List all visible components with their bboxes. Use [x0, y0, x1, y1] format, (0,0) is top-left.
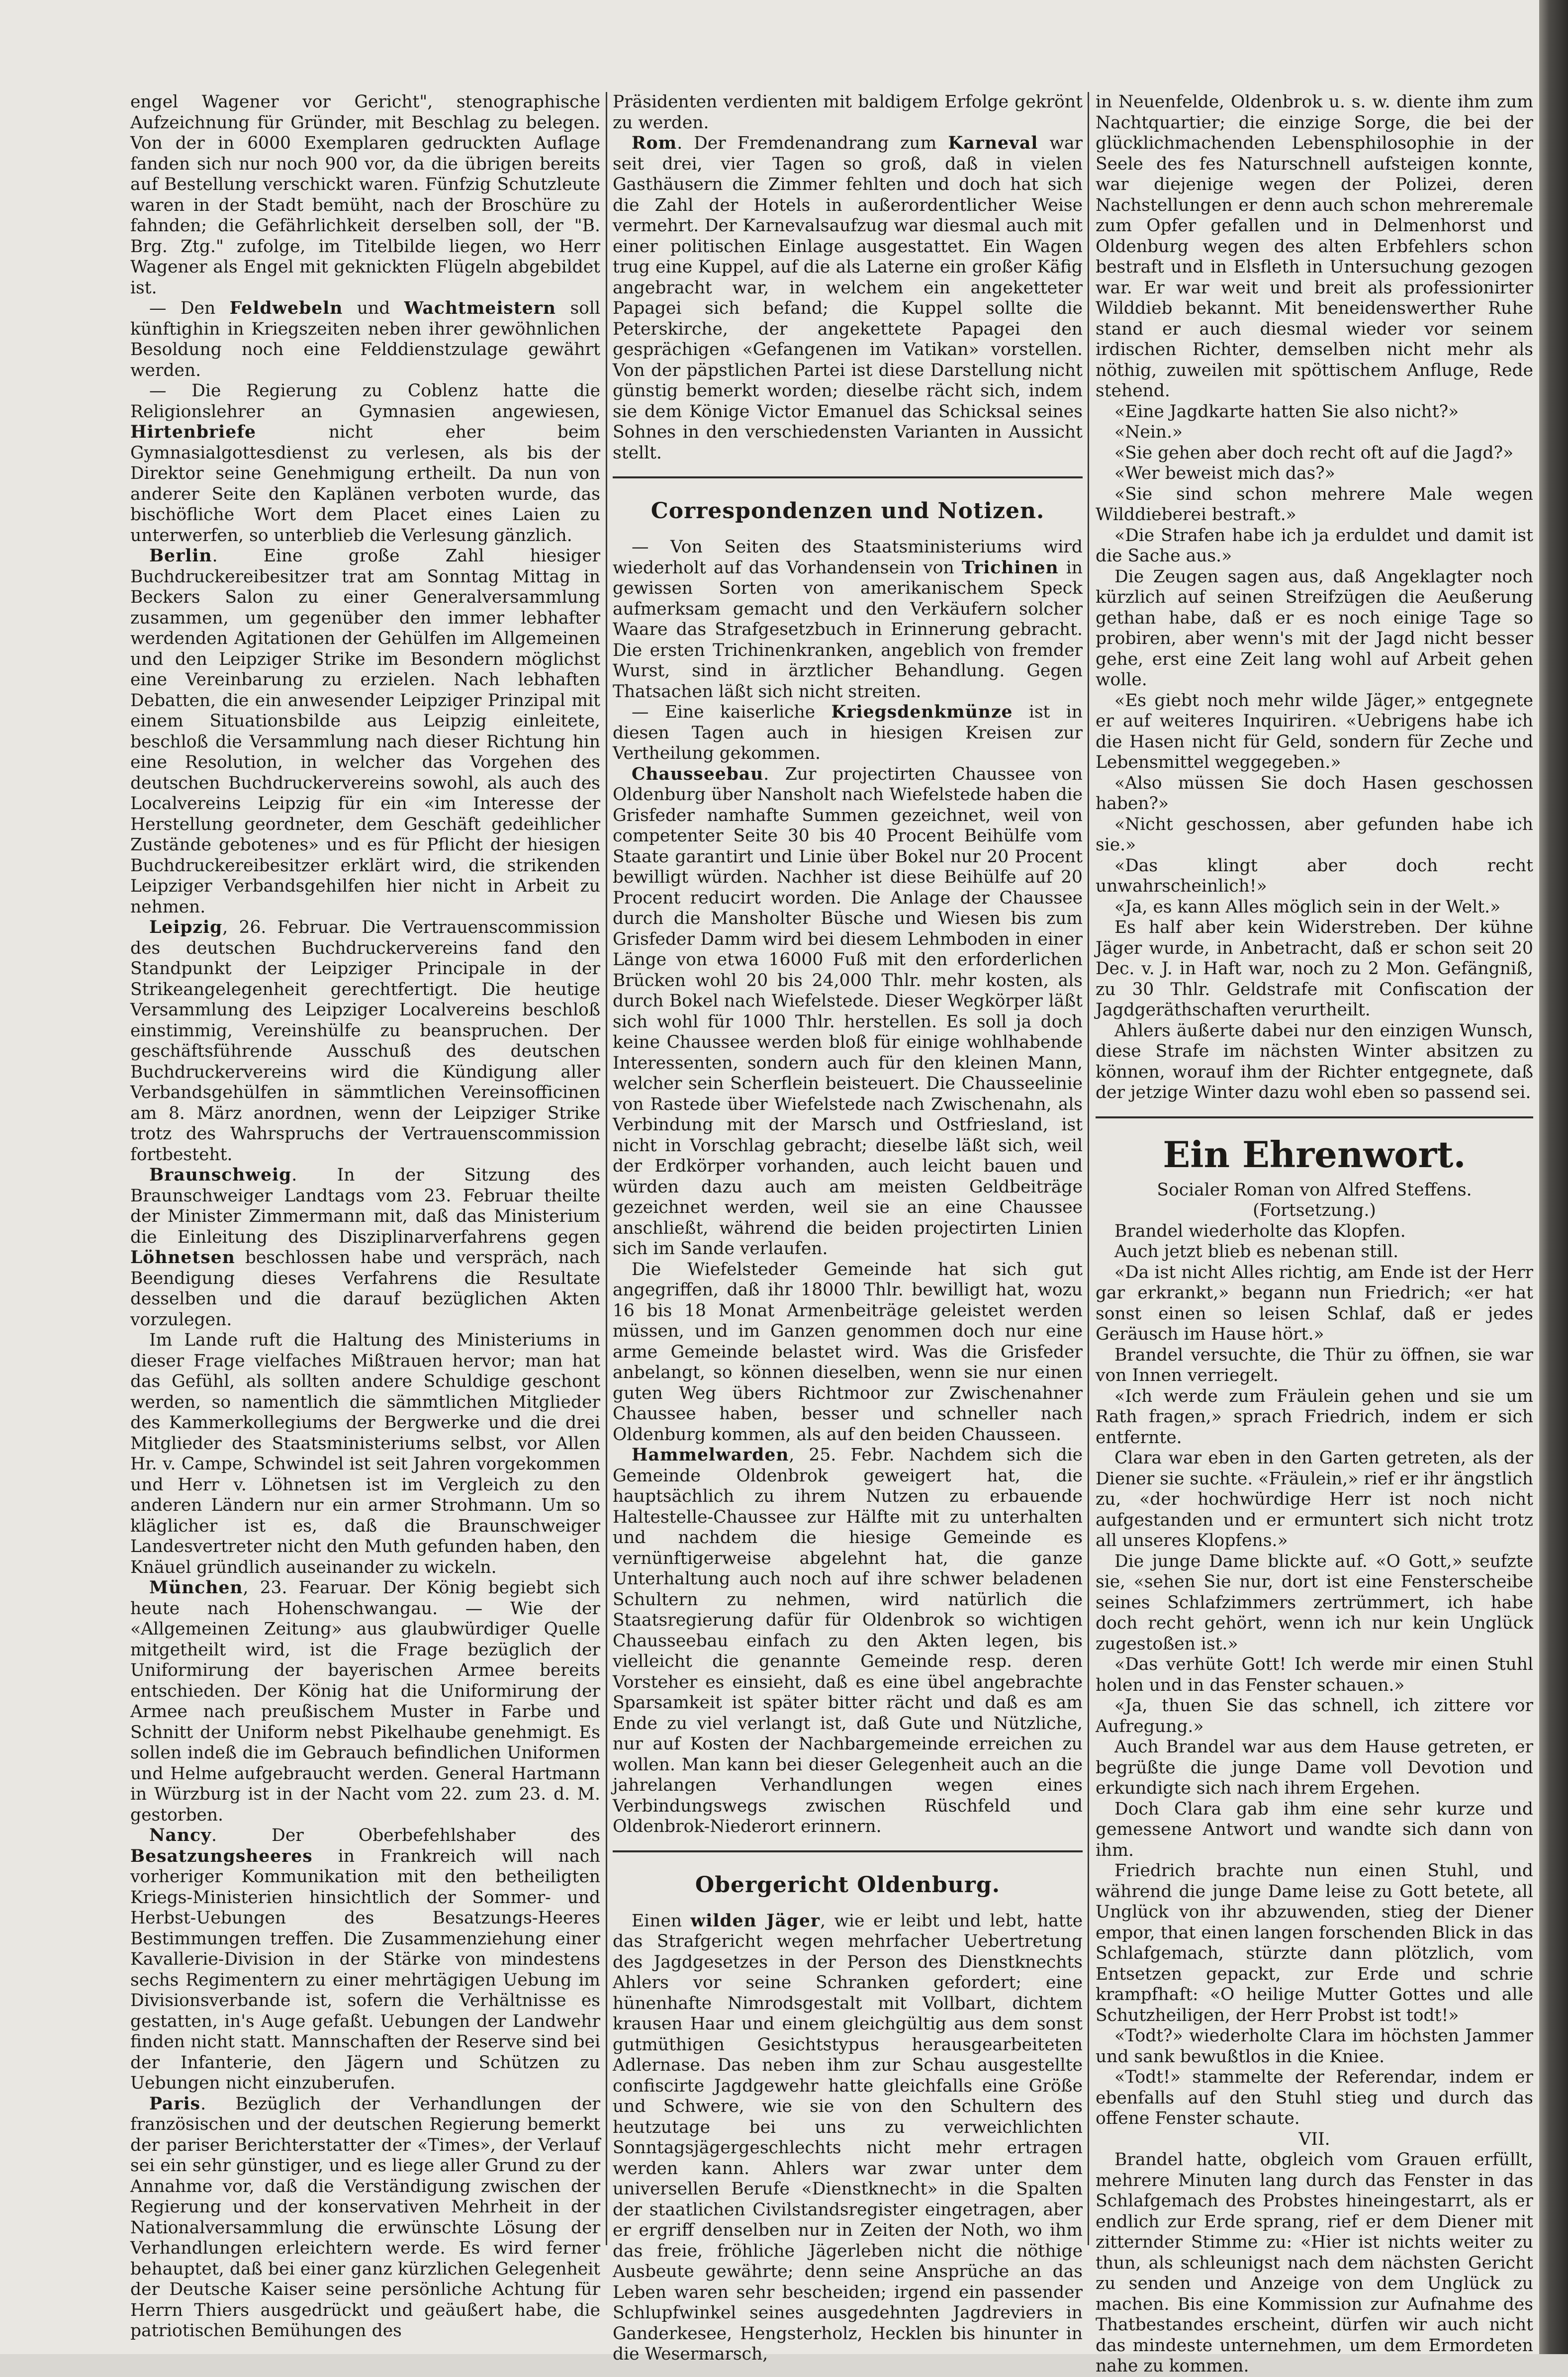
- dialogue-line: «Nein.»: [1114, 422, 1183, 442]
- text-run: in gewissen Sorten von amerikanischem Speck aufmerksam gemacht und den Verkäufern solcher Waare das Strafgesetzbuch in Erinnerung gebracht. Die ersten Trichinenkranken, angeblich von fremder Wurst, sind in ärztlicher Behandlung. Gegen Thatsachen läßt sich nicht streiten.: [613, 557, 1083, 702]
- text-run: . Der Fremdenandrang zum: [677, 133, 948, 153]
- text-run: — Die Regierung zu Coblenz hatte die Religionslehrer an Gymnasien angewiesen,: [130, 381, 600, 422]
- article-paragraph: [130, 1578, 600, 1826]
- article-paragraph: [130, 546, 600, 917]
- text-run: beschlossen habe und verspräch, nach Beendigung dieses Verfahrens die Resultate desselben und die darauf bezüglichen Akten vorzulegen.: [130, 1248, 600, 1330]
- text-run: war seit drei, vier Tagen so groß, daß in vielen Gasthäusern die Zimmer fehlten und doch hat sich die Zahl der Hotels in außerordentlicher Weise vermehrt. Der Karnevalsaufzug war diesmal auch mit einer politischen Einlage ausgestattet. Ein Wagen trug eine Kuppel, auf die als Laterne ein großer Käfig angebracht war, in welchem ein angeketteter Papagei sich befand; die Kuppel sollte die Peterskirche, der angekettete Papagei den gesprächigen «Gefangenen im Vatikan» vorstellen. Von der päpstlichen Partei ist diese Darstellung nicht günstig bemerkt worden; dieselbe rächt sich, indem sie dem Könige Victor Emanuel das Schicksal seines Sohnes in den verschiedensten Varianten in Aussicht stellt.: [613, 133, 1083, 463]
- text-run: , 25. Febr. Nachdem sich die Gemeinde Oldenbrok geweigert hat, die hauptsächlich zu ihrem Nutzen zu erbauende Haltestelle-Chaussee zur Hälfte mit zu unterhalten und nachdem die hiesige Gemeinde es vernünftigerweise abgelehnt hat, die ganze Unterhaltung auch noch auf ihre schwer beladenen Schultern zu nehmen, wird natürlich die Staatsregierung dafür für Oldenbrok so wichtigen Chausseebau einfach zu den Akten legen, bis vielleicht die genannte Gemeinde resp. deren Vorsteher es einsieht, daß es eine übel angebrachte Sparsamkeit ist später bitter rächt und daß es am Ende zu viel verlangt ist, daß Gute und Nützliche, nur auf Kosten der Nachbargemeinde erreichen zu wollen. Man kann bei dieser Gelegenheit auch an die jahrelangen Verhandlungen wegen eines Verbindungswegs zwischen Rüschfeld und Oldenbrok-Niederort erinnern.: [613, 1445, 1083, 1836]
- article-paragraph: Präsidenten verdienten mit baldigem Erfolge gekrönt zu werden.: [613, 92, 1083, 133]
- novel-paragraph: Die junge Dame blickte auf. «O Gott,» seufzte sie, «sehen Sie nur, dort ist eine Fensterscheibe seines Schlafzimmers zertrümmert, ich habe doch recht gehört, wenn ich nur kein Unglück zugestoßen ist.»: [1096, 1551, 1533, 1654]
- article-paragraph: Es half aber kein Widerstreben. Der kühne Jäger wurde, in Anbetracht, daß er schon seit 20 Dec. v. J. in Haft war, noch zu 2 Mon. Gefängniß, zu 30 Thlr. Geldstrafe mit Confiscation der Jagdgeräthschaften verurtheilt.: [1096, 917, 1533, 1020]
- emphasis: Löhnetsen: [130, 1248, 235, 1268]
- article-paragraph: [613, 1445, 1083, 1837]
- article-paragraph: [130, 1165, 600, 1330]
- text-run: . Zur projectirten Chaussee von Oldenburg über Nansholt nach Wiefelstede haben die Grisfeder namhafte Summen gezeichnet, weil von competenter Seite 30 bis 40 Procent Beihülfe vom Staate garantirt und Linie über Bokel nur 20 Procent bewilligt würden. Nachher ist diese Beihülfe auf 20 Procent reducirt worden. Die Anlage der Chaussee durch die Mansholter Büsche und Wiesen bis zum Grisfeder Damm wird bei diesem Lehmboden in einer Länge von etwa 16000 Fuß mit den erforderlichen Brücken wohl 20 bis 24,000 Thlr. mehr kosten, als durch Bokel nach Wiefelstede. Dieser Wegkörper läßt sich wohl für 1000 Thlr. herstellen. Es soll ja doch keine Chaussee werden bloß für einige wohlhabende Interessenten, sondern auch für den kleinen Mann, welcher sein Scherflein beisteuert. Die Chausseelinie von Rastede über Wiefelstede nach Zwischenahn, als Verbindung mit der Marsch und Ostfriesland, ist nicht in Vorschlag gebracht; dieselbe läßt sich, weil der Erdkörper vorhanden, auch leicht bauen und würden dazu auch am meisten Geldbeiträge gezeichnet werden, weil sie an eine Chaussee anschließt, während die beiden projectirten Linien sich im Sande verlaufen.: [613, 764, 1083, 1259]
- page-edge-shadow: [1539, 0, 1568, 2354]
- section-rule: [1096, 1116, 1533, 1118]
- article-paragraph: [613, 764, 1083, 1260]
- text-run: . Bezüglich der Verhandlungen der französischen und der deutschen Regierung bemerkt der pariser Berichterstatter der «Times», der Verlauf sei ein sehr günstiger, und es liege aller Grund zu der Annahme vor, daß die Verständigung zwischen der Regierung und der konservativen Mehrheit in der Nationalversammlung die erwünschte Lösung der Verhandlungen erleichtern werde. Es wird ferner behauptet, daß bei einer ganz kürzlichen Gelegenheit der Deutsche Kaiser seine persönliche Achtung für Herrn Thiers ausgedrückt und geäußert habe, die patriotischen Bemühungen des: [130, 2094, 600, 2341]
- dialogue-line: «Das klingt aber doch recht unwahrscheinlich!»: [1096, 855, 1533, 896]
- column-middle: [613, 92, 1083, 2364]
- emphasis: Besatzungsheeres: [130, 1846, 313, 1866]
- column-right: [1096, 92, 1533, 2376]
- dateline: Braunschweig: [149, 1165, 292, 1185]
- article-paragraph: Die Wiefelsteder Gemeinde hat sich gut angegriffen, daß ihr 18000 Thlr. bewilligt hat, wozu 16 bis 18 Monat Armenbeiträge geleistet werden müssen, und im Ganzen genommen doch nur eine arme Gemeinde belastet wird. Was die Grisfeder anbelangt, so können dieselben, wenn sie nur einen guten Weg übers Richtmoor zur Zwischenahner Chaussee haben, besser und schneller nach Oldenburg kommen, als auf den beiden Chausseen.: [613, 1259, 1083, 1445]
- emphasis: Hirtenbriefe: [130, 422, 256, 442]
- novel-paragraph: Brandel versuchte, die Thür zu öffnen, sie war von Innen verriegelt.: [1096, 1345, 1533, 1385]
- text-run: . Der Oberbefehlshaber des: [211, 1826, 600, 1845]
- section-rule: [613, 476, 1083, 478]
- text-run: . In der Sitzung des Braunschweiger Landtags vom 23. Februar theilte der Minister Zimmermann mit, daß das Ministerium die Einleitung des Disziplinarverfahrens gegen: [130, 1165, 600, 1247]
- novel-paragraph: Brandel wiederholte das Klopfen.: [1114, 1221, 1406, 1241]
- dialogue-line: «Nicht geschossen, aber gefunden habe ich sie.»: [1096, 814, 1533, 855]
- novel-paragraph: Brandel hatte, obgleich vom Grauen erfüllt, mehrere Minuten lang durch das Fenster in das Schlafgemach des Probstes hineingestarrt, als er endlich zur Erde sprang, rief er dem Diener mit zitternder Stimme zu: «Hier ist nichts weiter zu thun, als schleunigst nach dem nächsten Gericht zu senden und Anzeige von dem Unglück zu machen. Bis eine Kommission zur Aufnahme des Thatbestandes erscheint, dürfen wir auch nicht das mindeste unternehmen, um dem Ermordeten nahe zu kommen.: [1096, 2150, 1533, 2376]
- dateline: Hammelwarden: [632, 1445, 789, 1465]
- article-paragraph: [130, 381, 600, 546]
- article-paragraph: [613, 537, 1083, 702]
- novel-paragraph: «Todt!» stammelte der Referendar, indem er ebenfalls auf den Stuhl stieg und durch das offene Fenster schaute.: [1096, 2067, 1533, 2128]
- column-left: [130, 92, 600, 2341]
- article-paragraph: [613, 1911, 1083, 2365]
- dateline: München: [149, 1578, 243, 1598]
- text-run: und: [343, 298, 404, 318]
- novel-paragraph: «Da ist nicht Alles richtig, am Ende ist der Herr gar erkrankt,» begann nun Friedrich; «er hat sonst einen so leisen Schlaf, daß er jedes Geräusch im Hause hört.»: [1096, 1262, 1533, 1344]
- emphasis: Wachtmeistern: [404, 298, 556, 318]
- text-run: Einen: [632, 1911, 691, 1931]
- emphasis: wilden Jäger: [690, 1911, 821, 1931]
- article-paragraph: [130, 1826, 600, 2094]
- dateline: Rom: [632, 133, 677, 153]
- article-paragraph: [613, 133, 1083, 463]
- novel-paragraph: Clara war eben in den Garten getreten, als der Diener sie suchte. «Fräulein,» rief er ihr ängstlich zu, «der hochwürdige Herr ist noch nicht aufgestanden und er ermuntert sich nicht trotz all unseres Klopfens.»: [1096, 1448, 1533, 1551]
- chapter-number: VII.: [1298, 2129, 1330, 2149]
- text-run: soll künftighin in Kriegszeiten neben ihrer gewöhnlichen Besoldung noch eine Felddienstzulage gewährt werden.: [130, 298, 600, 380]
- novel-paragraph: Auch jetzt blieb es nebenan still.: [1114, 1242, 1399, 1262]
- novel-paragraph: Auch Brandel war aus dem Hause getreten, er begrüßte die junge Dame voll Devotion und erkundigte sich nach ihrem Ergehen.: [1096, 1737, 1533, 1798]
- feuilleton-subtitle: Socialer Roman von Alfred Steffens.: [1157, 1180, 1472, 1200]
- text-run: , wie er leibt und lebt, hatte das Strafgericht wegen mehrfacher Uebertretung des Jagdgesetzes in der Person des Dienstknechts Ahlers vor seine Schranken gefordert; eine hünenhafte Nimrodsgestalt mit Vollbart, dichtem krausen Haar und einem gleichgültig aus dem sonst gutmüthigen Gesichtstypus herausgearbeiteten Adlernase. Das neben ihm zur Schau ausgestellte confiscirte Jagdgewehr hatte gleichfalls eine Größe und Schwere, wie sie von den Schultern des heutzutage bei uns zu verweichlichten Sonntagsjägergeschlechts nicht mehr ertragen werden kann. Ahlers war zwar unter dem universellen Berufe «Dienstknecht» in die Spalten der staatlichen Civilstandsregister eingetragen, aber er ergriff denselben nur in Zeiten der Noth, wo ihm das freie, fröhliche Jägerleben nicht die nöthige Ausbeute gewährte; denn seine Ansprüche an das Leben waren sehr bescheiden; irgend ein passender Schlupfwinkel seines ausgedehnten Jagdreviers in Ganderkesee, Hengsterholz, Hecklen bis hinunter in die Wesermarsch,: [613, 1911, 1083, 2364]
- dialogue-line: «Eine Jagdkarte hatten Sie also nicht?»: [1114, 401, 1459, 422]
- dialogue-line: «Sie gehen aber doch recht oft auf die Jagd?»: [1114, 443, 1514, 463]
- text-run: — Eine kaiserliche: [632, 702, 831, 722]
- article-paragraph: Ahlers äußerte dabei nur den einzigen Wunsch, diese Strafe im nächsten Winter absitzen zu können, worauf ihm der Richter entgegnete, daß der jetzige Winter dazu wohl eben so passend sei.: [1096, 1020, 1533, 1102]
- section-heading: Obergericht Oldenburg.: [695, 1872, 1001, 1898]
- dialogue-line: «Sie sind schon mehrere Male wegen Wilddieberei bestraft.»: [1096, 484, 1533, 525]
- novel-paragraph: «Ich werde zum Fräulein gehen und sie um Rath fragen,» sprach Friedrich, indem er sich entfernte.: [1096, 1386, 1533, 1448]
- text-run: , 23. Fearuar. Der König begiebt sich heute nach Hohenschwangau. — Wie der «Allgemeinen Zeitung» aus glaubwürdiger Quelle mitgetheilt wird, ist die Frage bezüglich der Uniformirung der bayerischen Armee bereits entschieden. Der König hat die Uniformirung der Armee nach preußischem Muster in Farbe und Schnitt der Uniform nebst Pikelhaube genehmigt. Es sollen indeß die im Gebrauch befindlichen Uniformen und Helme aufgebraucht werden. General Hartmann in Würzburg ist in der Nacht vom 22. zum 23. d. M. gestorben.: [130, 1578, 600, 1825]
- novel-paragraph: «Ja, thuen Sie das schnell, ich zittere vor Aufregung.»: [1096, 1696, 1533, 1737]
- article-paragraph: Die Zeugen sagen aus, daß Angeklagter noch kürzlich auf seinen Streifzügen die Aeußerung gethan habe, daß er es noch einige Tage so probiren, aber wenn's mit der Jagd nicht besser gehe, erst eine Zeit lang wohl auf Arbeit gehen wolle.: [1096, 566, 1533, 690]
- article-paragraph: [130, 298, 600, 381]
- text-run: ist in diesen Tagen auch in hiesigen Kreisen zur Vertheilung gekommen.: [613, 702, 1083, 763]
- dateline: Chausseebau: [632, 764, 764, 784]
- section-rule: [613, 1850, 1083, 1852]
- emphasis: Trichinen: [961, 557, 1059, 578]
- article-paragraph: [130, 2094, 600, 2342]
- dateline: Berlin: [149, 546, 212, 566]
- dateline: Nancy: [149, 1826, 212, 1845]
- dateline: Paris: [149, 2094, 201, 2114]
- novel-paragraph: «Todt?» wiederholte Clara im höchsten Jammer und sank bewußtlos in die Kniee.: [1096, 2026, 1533, 2067]
- novel-paragraph: Friedrich brachte nun einen Stuhl, und während die junge Dame leise zu Gott betete, all Unglück von ihr abzuwenden, stieg der Diener empor, that einen langen forschenden Blick in das Schlafgemach, stürzte dann plötzlich, vom Entsetzen gepackt, zur Erde und schrie krampfhaft: «O heilige Mutter Gottes und alle Schutzheiligen, der Herr Probst ist todt!»: [1096, 1861, 1533, 2025]
- column-divider: [1088, 92, 1089, 2245]
- text-run: — Den: [149, 298, 230, 318]
- emphasis: Kriegsdenkmünze: [831, 702, 1013, 722]
- text-run: nicht eher beim Gymnasialgottesdienst zu verlesen, als bis der Direktor seine Genehmigung ertheilt. Da nun von anderer Seite den Kaplänen verboten wurde, das bischöfliche Wort dem Placet eines Laien zu unterwerfen, so unterblieb die Verlesung gänzlich.: [130, 422, 600, 546]
- text-run: in Frankreich will nach vorheriger Kommunikation mit den betheiligten Kriegs-Ministerien hinsichtlich der Sommer- und Herbst-Uebungen des Besatzungs-Heeres Bestimmungen treffen. Die Zusammenziehung einer Kavallerie-Division in der Stärke von mindestens sechs Regimentern zu einer mehrtägigen Uebung im Divisionsverbande ist, sofern die Verhältnisse es gestatten, in's Auge gefaßt. Uebungen der Landwehr finden nicht statt. Mannschaften der Reserve sind bei der Infanterie, den Jägern und Schützen zu Uebungen nicht einzuberufen.: [130, 1846, 600, 2093]
- article-paragraph: in Neuenfelde, Oldenbrok u. s. w. diente ihm zum Nachtquartier; die einzige Sorge, die bei der glücklichmachenden Lebensphilosophie in der Seele des fes Naturschnell aufsteigen konnte, war diejenige wegen der Polizei, deren Nachstellungen er denn auch schon mehreremale zum Opfer gefallen und in Delmenhorst und Oldenburg wegen des alten Erbfehlers schon bestraft und in Elsfleth in Untersuchung gezogen war. Er war weit und breit als professionirter Wilddieb bekannt. Mit beneidenswerther Ruhe stand er auch diesmal wieder vor seinem irdischen Richter, demselben nicht mehr als nöthig, zuweilen mit spöttischem Anfluge, Rede stehend.: [1096, 92, 1533, 401]
- dialogue-line: «Es giebt noch mehr wilde Jäger,» entgegnete er auf weiteres Inquiriren. «Uebrigens habe ich die Hasen nicht für Geld, sondern für Zeche und Lebensmittel weggegeben.»: [1096, 690, 1533, 772]
- text-run: — Von Seiten des Staatsministeriums wird wiederholt auf das Vorhandensein von: [613, 537, 1083, 578]
- column-divider: [606, 92, 607, 2245]
- article-paragraph: [130, 917, 600, 1165]
- text-run: , 26. Februar. Die Vertrauenscommission des deutschen Buchdruckervereins fand den Standpunkt der Leipziger Principale in der Strikeangelegenheit gerechtfertigt. Die heutige Versammlung des Leipziger Localvereins beschloß einstimmig, Vereinshülfe zu beanspruchen. Der geschäftsführende Ausschuß des deutschen Buchdruckervereins wird die Kündigung aller Verbandsgehülfen in sämmtlichen Vereinsofficinen am 8. März anordnen, wenn der Leipziger Strike trotz des Wahrspruchs der Vertrauenscommission fortbesteht.: [130, 917, 600, 1165]
- continuation-note: (Fortsetzung.): [1253, 1200, 1376, 1220]
- novel-paragraph: «Das verhüte Gott! Ich werde mir einen Stuhl holen und in das Fenster schauen.»: [1096, 1654, 1533, 1695]
- dateline: Leipzig: [149, 917, 223, 937]
- dialogue-line: «Die Strafen habe ich ja erduldet und damit ist die Sache aus.»: [1096, 525, 1533, 566]
- emphasis: Karneval: [948, 133, 1038, 153]
- article-paragraph: engel Wagener vor Gericht", stenographische Aufzeichnung für Gründer, mit Beschlag zu belegen. Von der in 6000 Exemplaren gedruckten Auflage fanden sich nur noch 900 vor, da die übrigen bereits auf Bestellung verschickt waren. Fünfzig Schutzleute waren in der Stadt bemüht, nach der Broschüre zu fahnden; die Gefährlichkeit derselben soll, der "B. Brg. Ztg." zufolge, im Titelbilde liegen, wo Herr Wagener als Engel mit geknickten Flügeln abgebildet ist.: [130, 92, 600, 298]
- dialogue-line: «Also müssen Sie doch Hasen geschossen haben?»: [1096, 773, 1533, 814]
- article-paragraph: Im Lande ruft die Haltung des Ministeriums in dieser Frage vielfaches Mißtrauen hervor; man hat das Gefühl, als sollten andere Schuldige geschont werden, so namentlich die sämmtlichen Mitglieder des Kammerkollegiums der Bergwerke und die drei Mitglieder des Staatsministeriums selbst, vor Allen Hr. v. Campe, Schwindel ist seit Jahren vorgekommen und Herr v. Löhnetsen ist im Vergleich zu den anderen Ländern nur ein armer Strohmann. Um so kläglicher ist es, daß die Braunschweiger Landesvertreter nicht den Muth gefunden haben, den Knäuel gründlich auseinander zu wickeln.: [130, 1330, 600, 1577]
- dialogue-line: «Wer beweist mich das?»: [1114, 463, 1335, 483]
- feuilleton-title: Ein Ehrenwort.: [1163, 1133, 1466, 1176]
- text-run: . Eine große Zahl hiesiger Buchdruckereibesitzer trat am Sonntag Mittag in Beckers Salon zu einer Generalversammlung zusammen, um gegenüber den immer lebhafter werdenden Agitationen der Gehülfen im Allgemeinen und den Leipziger Strike im Besondern möglichst eine Vereinbarung zu erzielen. Nach lebhaften Debatten, die ein anwesender Leipziger Prinzipal mit einem Situationsbilde aus Leipzig einleitete, beschloß die Versammlung nach dieser Richtung hin eine Resolution, in welcher das Vorgehen des deutschen Buchdruckervereins sowohl, als auch des Localvereins Leipzig für ein «im Interesse der Herstellung geordneter, dem Geschäft gedeihlicher Zustände gebotenes» und es für Pflicht der hiesigen Buchdruckereibesitzer erklärt wird, die strikenden Leipziger Verbandsgehilfen hier nicht in Arbeit zu nehmen.: [130, 546, 600, 917]
- emphasis: Feldwebeln: [229, 298, 343, 318]
- novel-paragraph: Doch Clara gab ihm eine sehr kurze und gemessene Antwort und wandte sich dann von ihm.: [1096, 1799, 1533, 1860]
- section-heading: Correspondenzen und Notizen.: [650, 498, 1045, 524]
- dialogue-line: «Ja, es kann Alles möglich sein in der Welt.»: [1114, 897, 1501, 917]
- article-paragraph: [613, 702, 1083, 764]
